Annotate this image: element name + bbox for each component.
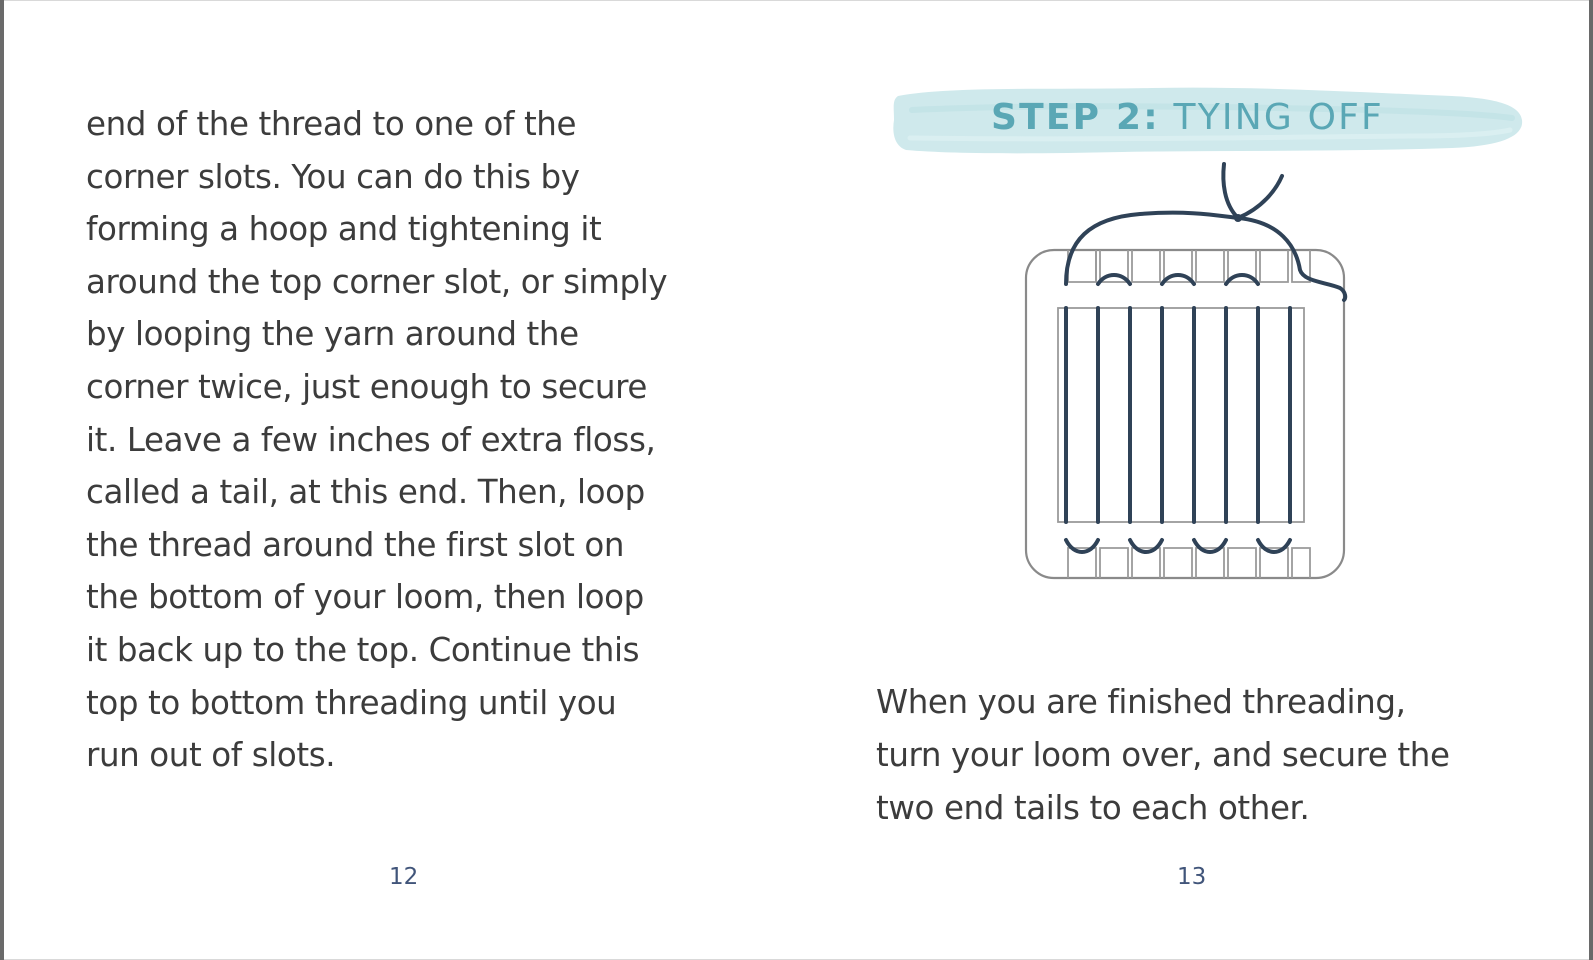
knot-icon	[1234, 214, 1242, 222]
right-text-line: two end tails to each other.	[876, 789, 1310, 827]
step-heading-text	[991, 96, 1384, 140]
loom-illustration	[1010, 160, 1360, 590]
right-edge-shadow	[1589, 0, 1593, 960]
left-text-line: it. Leave a few inches of extra floss,	[86, 420, 656, 459]
page-number-left: 12	[389, 864, 419, 890]
left-text-line: corner slots. You can do this by	[86, 157, 580, 196]
right-text-line: When you are finished threading,	[876, 683, 1406, 721]
page-number-right: 13	[1177, 864, 1207, 890]
left-text-line: corner twice, just enough to secure	[86, 367, 647, 406]
left-text-line: end of the thread to one of the	[86, 105, 577, 143]
step-label: STEP 2:	[991, 97, 1160, 138]
right-page-body	[876, 676, 1526, 835]
step-heading	[892, 80, 1528, 158]
left-text-line: run out of slots.	[86, 736, 336, 775]
left-text-line: around the top corner slot, or simply	[86, 262, 668, 301]
left-text-line: by looping the yarn around the	[86, 315, 579, 354]
left-text-line: it back up to the top. Continue this	[86, 630, 640, 669]
left-page-body	[86, 98, 746, 782]
left-text-line: the thread around the first slot on	[86, 525, 625, 564]
left-text-line: top to bottom threading until you	[86, 683, 617, 722]
right-text-line: turn your loom over, and secure the	[876, 736, 1450, 774]
left-text-line: the bottom of your loom, then loop	[86, 578, 644, 617]
left-text-line: forming a hoop and tightening it	[86, 210, 602, 249]
left-edge-shadow	[0, 0, 4, 960]
left-text-line: called a tail, at this end. Then, loop	[86, 473, 645, 512]
step-title: TYING OFF	[1173, 97, 1384, 138]
